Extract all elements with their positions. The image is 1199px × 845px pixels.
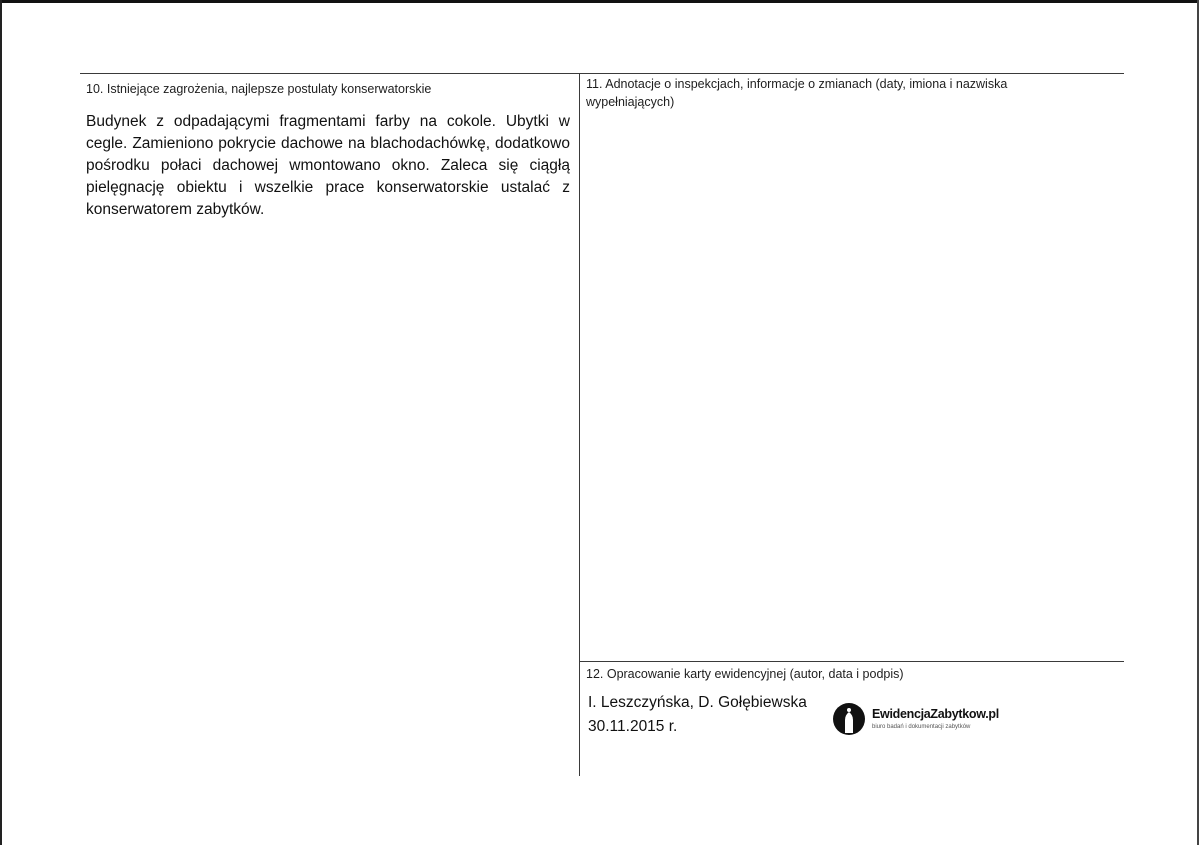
column-divider bbox=[579, 73, 580, 776]
section12-top-rule bbox=[579, 661, 1124, 662]
top-rule bbox=[80, 73, 1124, 74]
section11-label: 11. Adnotacje o inspekcjach, informacje o zmianach (daty, imiona i nazwiska wypełniających) bbox=[586, 77, 1008, 109]
scan-edge-left bbox=[0, 0, 2, 845]
section10-text: Budynek z odpadającymi fragmentami farby na cokole. Ubytki w cegle. Zamieniono pokrycie dachowe na blachodachówkę, dodatkowo pośrodku połaci dachowej wmontowano okno. Zaleca się ciągłą pielęgnację obiektu i wszelkie prace konserwatorskie ustalać z konserwatorem zabytków. bbox=[86, 113, 570, 218]
logo-mark-icon bbox=[832, 702, 866, 736]
section10-label: 10. Istniejące zagrożenia, najlepsze postulaty konserwatorskie bbox=[86, 82, 432, 96]
author-names: I. Leszczyńska, D. Gołębiewska bbox=[588, 694, 807, 711]
section12-label: 12. Opracowanie karty ewidencyjnej (autor, data i podpis) bbox=[586, 667, 904, 681]
logo-name: EwidencjaZabytkow.pl bbox=[872, 707, 999, 721]
company-logo bbox=[832, 702, 1002, 738]
author-date: 30.11.2015 r. bbox=[588, 718, 678, 735]
logo-tagline: biuro badań i dokumentacji zabytków bbox=[872, 724, 971, 730]
scan-edge-top bbox=[0, 0, 1199, 3]
